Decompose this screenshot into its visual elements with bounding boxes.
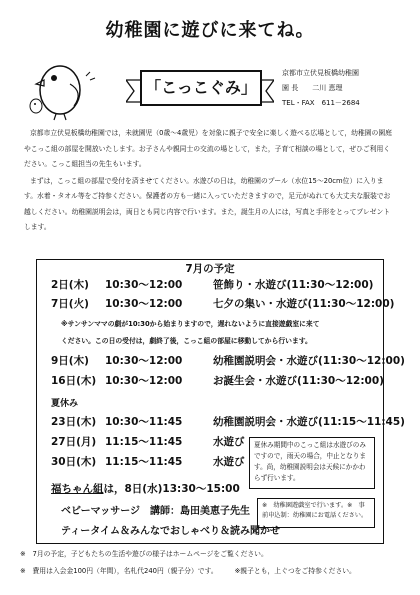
row-time: 10:30～12:00: [105, 279, 183, 291]
schedule-row: [51, 296, 394, 311]
summer-note-box: 夏休み期間中のこっこ組は水遊びのみですので，雨天の場合，中止となります。尚，幼稚園説明会は天候にかかわらず行います。: [249, 437, 375, 489]
schedule-row: [51, 373, 384, 388]
venue-note-box: ※ 幼稚園遊戯室で行います。※ 事前申込制：幼稚園にお電話ください。: [257, 498, 375, 528]
school-name: 京都市立伏見板橋幼稚園: [282, 69, 359, 77]
summer-label: 夏休み: [51, 399, 79, 409]
schedule-row: [51, 277, 373, 292]
footer-line-1: ※ 7月の予定，子どもたちの生活や遊びの様子はホームページをご覧ください。: [20, 550, 268, 558]
row-time: 10:30～11:45: [105, 416, 183, 428]
fuku-chan-date: は，8日(水)13:30～15:00: [103, 483, 240, 495]
fuku-chan-line: [51, 481, 240, 496]
row-event: お誕生会・水遊び(11:30～12:00): [213, 375, 384, 387]
row-event: 水遊び: [213, 456, 245, 468]
row-time: 11:15～11:45: [105, 436, 183, 448]
schedule-row: [51, 353, 405, 368]
baby-massage: ベビーマッサージ: [61, 506, 140, 517]
schedule-row: [51, 414, 405, 429]
row-event: 七夕の集い・水遊び(11:30～12:00): [213, 298, 395, 310]
teatime-line: ティータイム＆みんなでおしゃべり＆読み聞かせ: [61, 526, 280, 537]
row-time: 10:30～12:00: [105, 355, 183, 367]
schedule-row: [51, 434, 245, 449]
note-line-1: ※サンサンママの劇が10:30から始まりますので，遅れないように直接遊戯室に来て: [61, 320, 320, 328]
row-date: 9日(木): [51, 355, 89, 367]
footer-line-2: ※ 費用は入会金100円（年間），名札代240円（親子分）です。 ※親子とも，上ぐつをご持参ください。: [20, 567, 356, 575]
row-date: 16日(木): [51, 375, 97, 387]
footer: [20, 546, 405, 580]
note-line-2: ください。この日の受付は，劇終了後，こっこ組の部屋に移動してから行います。: [61, 337, 312, 345]
banner-title: 「こっこぐみ」: [145, 78, 257, 97]
row-event: 幼稚園説明会・水遊び(11:30～12:00): [213, 355, 405, 367]
schedule-heading: 7月の予定: [185, 263, 235, 275]
row-event: 幼稚園説明会・水遊び(11:15～11:45): [213, 416, 405, 428]
row-event: 笹飾り・水遊び(11:30～12:00): [213, 279, 374, 291]
row-time: 10:30～12:00: [105, 298, 183, 310]
intro-paragraph-1: 京都市立伏見板橋幼稚園では，未就園児（0歳～4歳児）を対象に親子で安全に楽しく遊べる広場として，幼稚園の園庭やこっこ組の部屋を開放いたします。お子さんや親同士の交流の場として，また，子育て相談の場として，ぜひご利用ください。こっこ組担当の先生もいます。: [24, 129, 392, 168]
row-time: 10:30～12:00: [105, 375, 183, 387]
page-title: 幼稚園に遊びに来てね。: [105, 20, 315, 41]
phone: TEL・FAX 611－2684: [282, 99, 360, 107]
intro-paragraph-2: まずは，こっこ組の部屋で受付を済ませてください。水遊びの日は，幼稚園のプール（水位15～20cm位）に入ります。水着・タオル等をご持参ください。保護者の方も一緒に入っていただきますので，足元がぬれても大丈夫な服装でお越しください。幼稚園説明会は，両日とも同じ内容で行います。また，誕生月の人には，写真と手形をとってプレゼントします。: [24, 176, 391, 231]
row-date: 27日(月): [51, 436, 97, 448]
row-date: 2日(木): [51, 279, 89, 291]
row-date: 30日(木): [51, 456, 97, 468]
row-time: 11:15～11:45: [105, 456, 183, 468]
row-date: 7日(火): [51, 298, 89, 310]
bird-illustration: [22, 54, 102, 124]
fuku-chan-label: 福ちゃん組: [51, 483, 104, 495]
row-event: 水遊び: [213, 436, 245, 448]
schedule-box: [36, 259, 405, 544]
principal: 園 長 二川 恵理: [282, 84, 343, 92]
row-date: 23日(木): [51, 416, 97, 428]
intro-text: [24, 126, 394, 237]
baby-massage-line: [61, 502, 250, 517]
lecturer: 講師：島田美恵子先生: [150, 506, 250, 517]
banner: [126, 62, 274, 112]
school-info: [282, 66, 360, 111]
schedule-row: [51, 454, 245, 469]
